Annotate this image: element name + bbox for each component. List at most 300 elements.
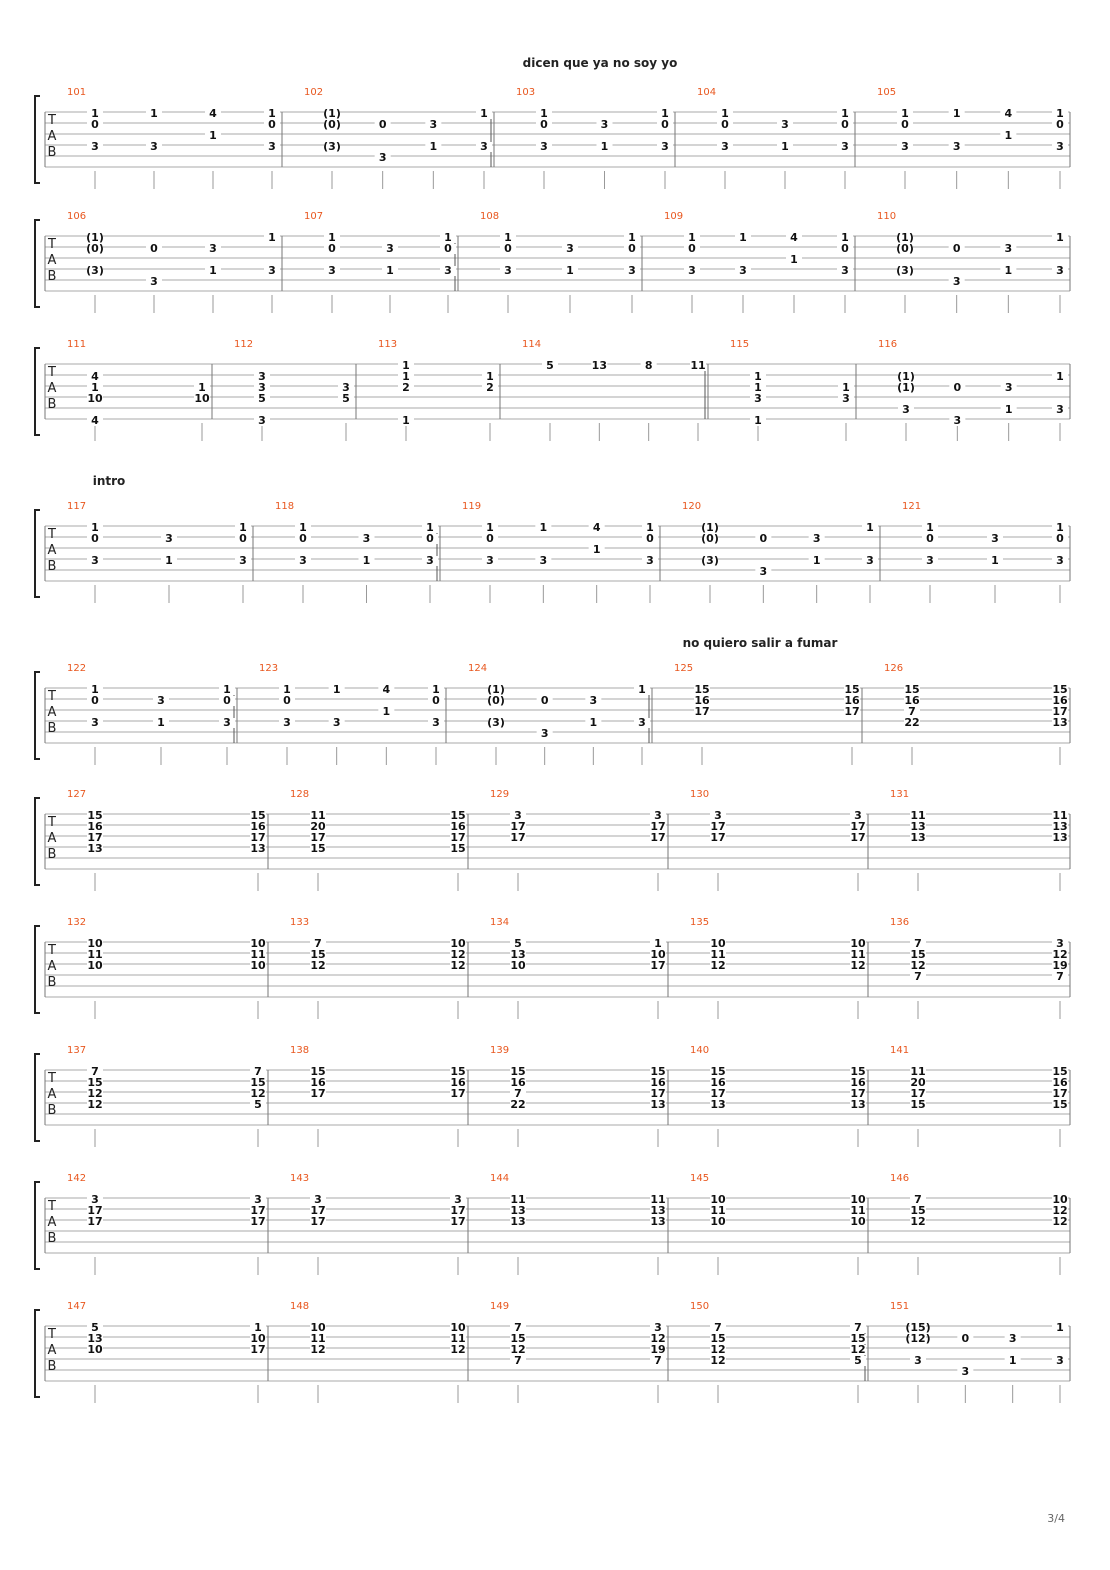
fret-number: 13 (1052, 716, 1068, 729)
fret-number: 16 (450, 820, 466, 833)
measure-number: 138 (290, 1045, 310, 1056)
tab-clef-letter: T (48, 527, 56, 542)
system-bracket (35, 798, 40, 885)
fret-number: (0) (323, 118, 341, 131)
fret-number: 15 (1052, 1098, 1068, 1111)
measure-number: 142 (67, 1173, 87, 1184)
fret-number: 1 (739, 231, 747, 244)
fret-number: 10 (850, 1215, 866, 1228)
fret-number: 3 (454, 1193, 462, 1206)
tab-clef-letter: A (47, 253, 57, 268)
measure-number: 151 (890, 1301, 910, 1312)
fret-number: 7 (91, 1065, 99, 1078)
fret-number: 12 (910, 959, 926, 972)
fret-number: 0 (628, 242, 636, 255)
fret-number: 17 (844, 705, 860, 718)
fret-number: 1 (198, 381, 206, 394)
fret-number: 15 (310, 842, 326, 855)
fret-number: 12 (450, 959, 466, 972)
fret-number: 15 (87, 1076, 103, 1089)
fret-number: 3 (254, 1193, 262, 1206)
fret-number: 0 (1056, 118, 1064, 131)
fret-number: 10 (450, 937, 466, 950)
fret-number: 3 (150, 275, 158, 288)
fret-number: 20 (910, 1076, 926, 1089)
fret-number: 7 (254, 1065, 262, 1078)
fret-number: 12 (87, 1087, 103, 1100)
system-bracket (35, 1054, 40, 1141)
fret-number: 17 (694, 705, 710, 718)
fret-number: 4 (1004, 107, 1013, 120)
fret-number: 3 (91, 716, 99, 729)
measure-number: 146 (890, 1173, 910, 1184)
fret-number: 10 (1052, 1193, 1068, 1206)
fret-number: 17 (450, 1087, 466, 1100)
measure-number: 137 (67, 1045, 87, 1056)
fret-number: 1 (299, 521, 307, 534)
fret-number: 1 (1056, 107, 1064, 120)
fret-number: 1 (566, 264, 574, 277)
measure-number: 150 (690, 1301, 710, 1312)
fret-number: (1) (323, 107, 341, 120)
fret-number: 7 (514, 1087, 522, 1100)
fret-number: 13 (591, 359, 607, 372)
fret-number: 0 (841, 118, 849, 131)
measure-number: 119 (462, 501, 482, 512)
fret-number: 16 (694, 694, 710, 707)
measure-number: 147 (67, 1301, 87, 1312)
fret-number: 1 (444, 231, 452, 244)
fret-number: 10 (87, 937, 103, 950)
measure-number: 120 (682, 501, 702, 512)
fret-number: 3 (165, 532, 173, 545)
fret-number: 0 (721, 118, 729, 131)
fret-number: 16 (650, 1076, 666, 1089)
fret-number: 15 (904, 683, 920, 696)
fret-number: 17 (850, 1087, 866, 1100)
fret-number: (3) (701, 554, 719, 567)
tab-clef-letter: A (47, 959, 57, 974)
measure-number: 132 (67, 917, 87, 928)
tab-clef-letter: A (47, 831, 57, 846)
tab-clef-letter: A (47, 1215, 57, 1230)
tab-clef-letter: B (47, 559, 57, 574)
fret-number: 3 (283, 716, 291, 729)
fret-number: 11 (310, 1332, 326, 1345)
fret-number: 17 (310, 1087, 326, 1100)
fret-number: 0 (540, 694, 549, 707)
fret-number: 15 (310, 948, 326, 961)
fret-number: 12 (710, 959, 726, 972)
fret-number: 13 (1052, 820, 1068, 833)
fret-number: 1 (150, 107, 158, 120)
fret-number: 12 (450, 1343, 466, 1356)
tab-clef-letter: B (47, 847, 57, 862)
fret-number: 1 (654, 937, 662, 950)
fret-number: 17 (650, 959, 666, 972)
fret-number: 1 (812, 554, 821, 567)
fret-number: 3 (157, 694, 165, 707)
fret-number: 12 (1052, 1204, 1068, 1217)
fret-number: (1) (487, 683, 505, 696)
fret-number: 12 (710, 1343, 726, 1356)
fret-number: 1 (268, 231, 276, 244)
fret-number: 0 (426, 532, 434, 545)
fret-number: 2 (486, 381, 494, 394)
fret-number: 12 (650, 1332, 666, 1345)
tab-clef-letter: B (47, 1231, 57, 1246)
fret-number: 10 (87, 959, 103, 972)
fret-number: 1 (1008, 1354, 1017, 1367)
fret-number: 11 (850, 948, 866, 961)
fret-number: (0) (86, 242, 104, 255)
fret-number: 3 (514, 809, 522, 822)
fret-number: 3 (1056, 937, 1064, 950)
fret-number: 3 (150, 140, 158, 153)
fret-number: 17 (87, 1215, 103, 1228)
fret-number: 3 (258, 414, 266, 427)
fret-number: 0 (952, 242, 961, 255)
fret-number: 1 (402, 370, 410, 383)
fret-number: 17 (87, 831, 103, 844)
fret-number: 3 (386, 242, 394, 255)
fret-number: 1 (539, 521, 548, 534)
system-bracket (35, 220, 40, 307)
tab-clef-letter: B (47, 721, 57, 736)
fret-number: 15 (510, 1065, 526, 1078)
fret-number: 3 (952, 275, 961, 288)
fret-number: 1 (901, 107, 909, 120)
fret-number: 12 (850, 959, 866, 972)
fret-number: 0 (926, 532, 934, 545)
fret-number: 1 (382, 705, 391, 718)
tab-clef-letter: T (48, 689, 56, 704)
fret-number: 7 (908, 705, 916, 718)
fret-number: 3 (504, 264, 512, 277)
fret-number: 13 (250, 842, 266, 855)
fret-number: 17 (250, 1204, 266, 1217)
fret-number: 17 (1052, 705, 1068, 718)
fret-number: 1 (91, 521, 99, 534)
fret-number: 1 (268, 107, 276, 120)
measure-number: 129 (490, 789, 510, 800)
fret-number: (1) (896, 231, 914, 244)
fret-number: 12 (87, 1098, 103, 1111)
measure-number: 136 (890, 917, 910, 928)
tab-clef-letter: T (48, 113, 56, 128)
fret-number: 17 (650, 820, 666, 833)
fret-number: 10 (250, 937, 266, 950)
fret-number: 1 (1056, 1321, 1064, 1334)
tab-clef-letter: A (47, 381, 57, 396)
fret-number: 3 (1056, 403, 1064, 416)
fret-number: 16 (250, 820, 266, 833)
page-number: 3/4 (1047, 1512, 1065, 1525)
fret-number: 10 (310, 1321, 326, 1334)
fret-number: (12) (905, 1332, 931, 1345)
fret-number: 7 (514, 1354, 522, 1367)
fret-number: 3 (721, 140, 729, 153)
measure-number: 110 (877, 211, 897, 222)
fret-number: 3 (953, 414, 962, 427)
fret-number: 15 (450, 1065, 466, 1078)
measure-number: 105 (877, 87, 897, 98)
fret-number: 11 (87, 948, 103, 961)
fret-number: 12 (510, 1343, 526, 1356)
fret-number: 17 (1052, 1087, 1068, 1100)
fret-number: 5 (854, 1354, 862, 1367)
fret-number: 15 (650, 1065, 666, 1078)
fret-number: 3 (91, 554, 99, 567)
fret-number: 3 (914, 1354, 922, 1367)
fret-number: 16 (844, 694, 860, 707)
fret-number: 0 (953, 381, 962, 394)
fret-number: 10 (250, 1332, 266, 1345)
tab-clef-letter: T (48, 1327, 56, 1342)
fret-number: 11 (510, 1193, 526, 1206)
fret-number: 3 (759, 565, 768, 578)
fret-number: 3 (539, 554, 548, 567)
fret-number: 1 (926, 521, 934, 534)
fret-number: 17 (450, 1204, 466, 1217)
fret-number: 0 (759, 532, 768, 545)
fret-number: 15 (310, 1065, 326, 1078)
fret-number: 3 (258, 370, 266, 383)
fret-number: 10 (450, 1321, 466, 1334)
measure-number: 109 (664, 211, 684, 222)
fret-number: 0 (283, 694, 291, 707)
fret-number: 1 (91, 683, 99, 696)
fret-number: 3 (432, 716, 440, 729)
fret-number: 15 (910, 948, 926, 961)
measure-number: 111 (67, 339, 87, 350)
fret-number: 17 (250, 831, 266, 844)
measure-number: 118 (275, 501, 295, 512)
measure-number: 108 (480, 211, 500, 222)
fret-number: 1 (1056, 231, 1064, 244)
fret-number: 3 (268, 264, 276, 277)
fret-number: 13 (850, 1098, 866, 1111)
fret-number: 12 (710, 1354, 726, 1367)
fret-number: 16 (510, 1076, 526, 1089)
fret-number: 3 (332, 716, 341, 729)
fret-number: 13 (650, 1215, 666, 1228)
fret-number: 3 (91, 1193, 99, 1206)
fret-number: 1 (628, 231, 636, 244)
fret-number: 0 (961, 1332, 970, 1345)
tab-clef-letter: T (48, 365, 56, 380)
fret-number: 5 (258, 392, 266, 405)
fret-number: 7 (854, 1321, 862, 1334)
fret-number: 17 (310, 1204, 326, 1217)
measure-number: 112 (234, 339, 254, 350)
fret-number: 13 (87, 842, 103, 855)
fret-number: 10 (510, 959, 526, 972)
fret-number: 0 (91, 694, 99, 707)
fret-number: 12 (250, 1087, 266, 1100)
fret-number: 0 (328, 242, 336, 255)
fret-number: 3 (426, 554, 434, 567)
fret-number: 5 (254, 1098, 262, 1111)
fret-number: 3 (1056, 554, 1064, 567)
fret-number: 4 (209, 107, 217, 120)
fret-number: 15 (250, 809, 266, 822)
section-label: no quiero salir a fumar (682, 636, 838, 650)
fret-number: 1 (239, 521, 247, 534)
measure-number: 131 (890, 789, 910, 800)
fret-number: 12 (450, 948, 466, 961)
fret-number: 10 (710, 1215, 726, 1228)
fret-number: 3 (328, 264, 336, 277)
fret-number: 4 (790, 231, 798, 244)
measure-number: 128 (290, 789, 310, 800)
measure-number: 122 (67, 663, 87, 674)
fret-number: 0 (299, 532, 307, 545)
fret-number: 3 (714, 809, 722, 822)
tab-clef-letter: A (47, 543, 57, 558)
fret-number: 1 (638, 683, 646, 696)
measure-number: 143 (290, 1173, 310, 1184)
fret-number: (0) (487, 694, 505, 707)
fret-number: 10 (710, 937, 726, 950)
measure-number: 133 (290, 917, 310, 928)
measure-number: 135 (690, 917, 710, 928)
fret-number: 7 (914, 970, 922, 983)
fret-number: 17 (310, 831, 326, 844)
fret-number: 3 (1008, 1332, 1017, 1345)
tab-clef-letter: T (48, 237, 56, 252)
fret-number: 11 (650, 1193, 666, 1206)
fret-number: 17 (710, 831, 726, 844)
fret-number: 1 (209, 129, 217, 142)
measure-number: 102 (304, 87, 324, 98)
fret-number: 15 (450, 842, 466, 855)
fret-number: 1 (646, 521, 654, 534)
fret-number: 11 (850, 1204, 866, 1217)
fret-number: 15 (450, 809, 466, 822)
fret-number: 10 (710, 1193, 726, 1206)
measure-number: 124 (468, 663, 488, 674)
fret-number: 1 (480, 107, 488, 120)
fret-number: 17 (87, 1204, 103, 1217)
fret-number: 3 (1056, 140, 1064, 153)
measure-number: 116 (878, 339, 898, 350)
fret-number: 1 (254, 1321, 262, 1334)
fret-number: 3 (661, 140, 669, 153)
fret-number: 1 (157, 716, 165, 729)
fret-number: 1 (841, 107, 849, 120)
fret-number: 17 (710, 820, 726, 833)
fret-number: 7 (314, 937, 322, 950)
fret-number: 1 (386, 264, 394, 277)
fret-number: 3 (223, 716, 231, 729)
fret-number: 3 (314, 1193, 322, 1206)
fret-number: 17 (650, 831, 666, 844)
fret-number: 3 (486, 554, 494, 567)
system-bracket (35, 348, 40, 435)
fret-number: 0 (901, 118, 909, 131)
fret-number: 3 (739, 264, 747, 277)
fret-number: 0 (91, 532, 99, 545)
fret-number: (1) (897, 381, 915, 394)
fret-number: 1 (402, 414, 410, 427)
fret-number: (3) (487, 716, 505, 729)
fret-number: 4 (592, 521, 601, 534)
fret-number: 1 (91, 381, 99, 394)
fret-number: 3 (926, 554, 934, 567)
fret-number: 16 (1052, 1076, 1068, 1089)
fret-number: 17 (710, 1087, 726, 1100)
fret-number: 3 (628, 264, 636, 277)
fret-number: 12 (850, 1343, 866, 1356)
fret-number: 1 (661, 107, 669, 120)
fret-number: 16 (310, 1076, 326, 1089)
fret-number: 11 (1052, 809, 1068, 822)
system-bracket (35, 926, 40, 1013)
fret-number: 3 (654, 809, 662, 822)
fret-number: (3) (86, 264, 104, 277)
fret-number: (3) (323, 140, 341, 153)
measure-number: 144 (490, 1173, 510, 1184)
fret-number: 0 (150, 242, 158, 255)
fret-number: 7 (654, 1354, 662, 1367)
fret-number: 8 (644, 359, 653, 372)
tab-clef-letter: B (47, 1359, 57, 1374)
fret-number: 16 (450, 1076, 466, 1089)
fret-number: 3 (901, 140, 909, 153)
fret-number: 3 (1056, 264, 1064, 277)
fret-number: 10 (850, 1193, 866, 1206)
fret-number: 15 (694, 683, 710, 696)
fret-number: 0 (841, 242, 849, 255)
fret-number: 3 (589, 694, 598, 707)
tab-clef-letter: A (47, 1343, 57, 1358)
fret-number: 13 (710, 1098, 726, 1111)
fret-number: 12 (310, 959, 326, 972)
fret-number: 3 (540, 140, 548, 153)
fret-number: 4 (91, 370, 99, 383)
fret-number: 7 (1056, 970, 1064, 983)
fret-number: 15 (87, 809, 103, 822)
fret-number: 15 (910, 1098, 926, 1111)
fret-number: 11 (710, 948, 726, 961)
fret-number: 3 (902, 403, 910, 416)
measure-number: 125 (674, 663, 694, 674)
fret-number: 3 (342, 381, 350, 394)
fret-number: 17 (650, 1087, 666, 1100)
fret-number: 3 (781, 118, 789, 131)
fret-number: 15 (1052, 1065, 1068, 1078)
fret-number: (0) (701, 532, 719, 545)
tab-clef-letter: T (48, 815, 56, 830)
fret-number: 0 (504, 242, 512, 255)
fret-number: 13 (510, 948, 526, 961)
fret-number: 13 (510, 1215, 526, 1228)
fret-number: 1 (328, 231, 336, 244)
fret-number: 3 (841, 140, 849, 153)
fret-number: 16 (1052, 694, 1068, 707)
fret-number: 1 (209, 264, 217, 277)
fret-number: 1 (283, 683, 291, 696)
fret-number: 17 (250, 1343, 266, 1356)
fret-number: 1 (429, 140, 438, 153)
fret-number: 0 (540, 118, 548, 131)
fret-number: 3 (566, 242, 574, 255)
fret-number: (1) (897, 370, 915, 383)
fret-number: 1 (1056, 370, 1064, 383)
fret-number: 0 (91, 118, 99, 131)
fret-number: 13 (1052, 831, 1068, 844)
